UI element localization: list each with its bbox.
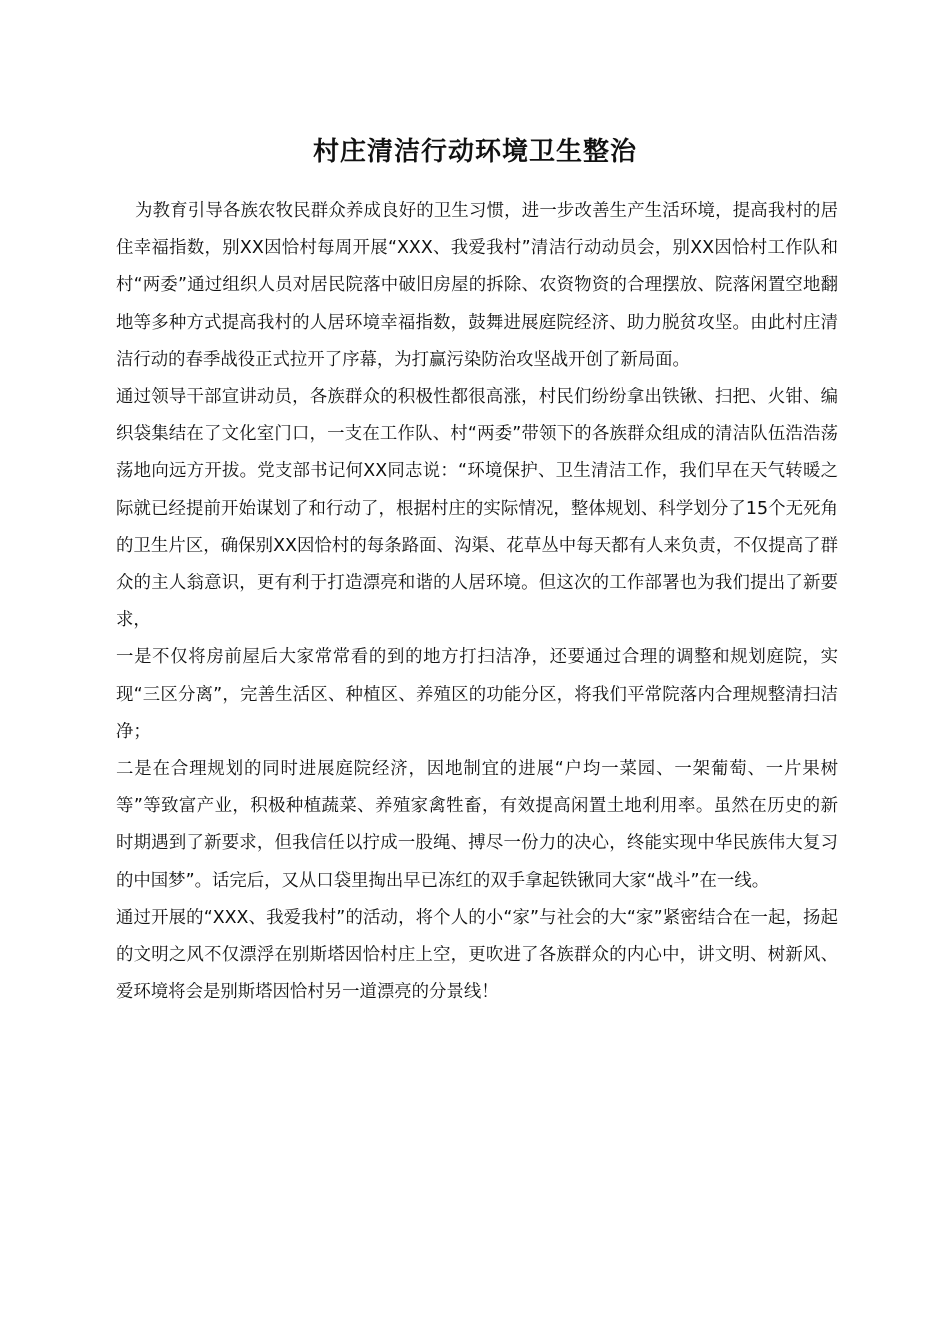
document-title: 村庄清洁行动环境卫生整治	[312, 137, 637, 167]
paragraph-intro: 为教育引导各族农牧民群众养成良好的卫生习惯，进一步改善生产生活环境，提高我村的居住幸福指数，别XX因恰村每周开展“XXX、我爱我村”清洁行动动员会，别XX因恰村工作队和村“两委”通过组织人员对居民院落中破旧房屋的拆除、农资物资的合理摆放、院落闲置空地翻地等多种方式提高我村的人居环境幸福指数，鼓舞进展庭院经济、助力脱贫攻坚。由此村庄清洁行动的春季战役正式拉开了序幕，为打赢污染防治攻坚战开创了新局面。	[116, 201, 838, 370]
document-body	[116, 193, 838, 1011]
paragraph-point-two: 二是在合理规划的同时进展庭院经济，因地制宜的进展“户均一菜园、一架葡萄、一片果树等”等致富产业，积极种植蔬菜、养殖家禽牲畜，有效提高闲置土地利用率。虽然在历史的新时期遇到了新要求，但我信任以拧成一股绳、搏尽一份力的决心，终能实现中华民族伟大复习的中国梦”。话完后，又从口袋里掏出早已冻红的双手拿起铁锹同大家“战斗”在一线。	[116, 759, 838, 891]
paragraph-conclusion: 通过开展的“XXX、我爱我村”的活动，将个人的小“家”与社会的大“家”紧密结合在一起，扬起的文明之风不仅漂浮在别斯塔因恰村庄上空，更吹进了各族群众的内心中，讲文明、树新风、爱环境将会是别斯塔因恰村另一道漂亮的分景线！	[116, 907, 838, 1003]
paragraph-mobilization: 通过领导干部宣讲动员，各族群众的积极性都很高涨，村民们纷纷拿出铁锹、扫把、火钳、编织袋集结在了文化室门口，一支在工作队、村“两委”带领下的各族群众组成的清洁队伍浩浩荡荡地向远方开拔。党支部书记何XX同志说：“环境保护、卫生清洁工作，我们早在天气转暖之际就已经提前开始谋划了和行动了，根据村庄的实际情况，整体规划、科学划分了15个无死角的卫生片区，确保别XX因恰村的每条路面、沟渠、花草丛中每天都有人来负责，不仅提高了群众的主人翁意识，更有利于打造漂亮和谐的人居环境。但这次的工作部署也为我们提出了新要求，	[116, 387, 838, 631]
paragraph-point-one: 一是不仅将房前屋后大家常常看的到的地方打扫洁净，还要通过合理的调整和规划庭院，实现“三区分离”，完善生活区、种植区、养殖区的功能分区，将我们平常院落内合理规整清扫洁净；	[116, 647, 838, 742]
